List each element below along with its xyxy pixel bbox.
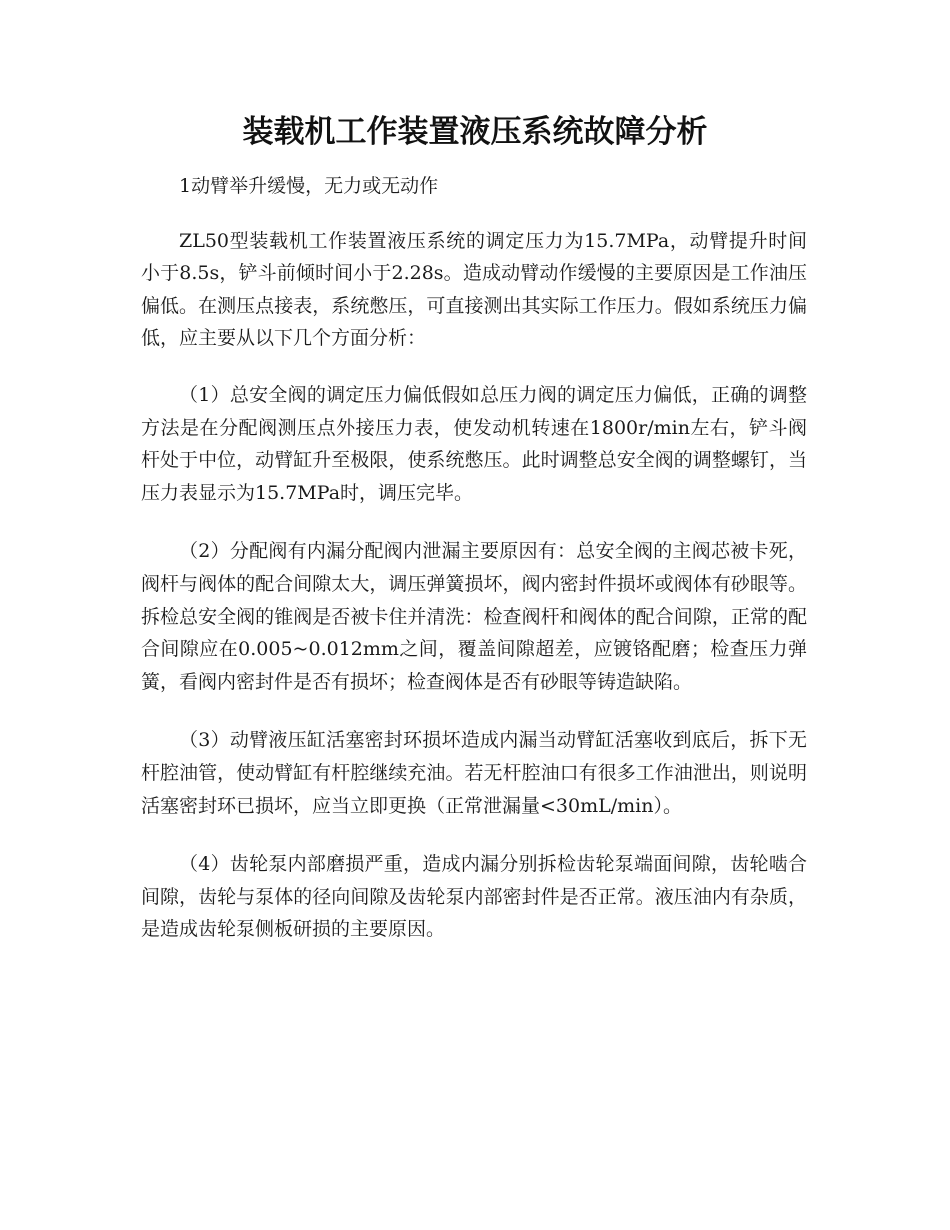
paragraph-item-4: （4）齿轮泵内部磨损严重，造成内漏分别拆检齿轮泵端面间隙，齿轮啮合间隙，齿轮与泵体的径向间隙及齿轮泵内部密封件是否正常。液压油内有杂质，是造成齿轮泵侧板研损的主要原因。	[141, 853, 807, 941]
paragraph-item-3: （3）动臂液压缸活塞密封环损坏造成内漏当动臂缸活塞收到底后，拆下无杆腔油管，使动臂缸有杆腔继续充油。若无杆腔油口有很多工作油泄出，则说明活塞密封环已损坏，应当立即更换（正常泄漏量<30mL/min）。	[141, 729, 807, 817]
paragraph-item-1: （1）总安全阀的调定压力偏低假如总压力阀的调定压力偏低，正确的调整方法是在分配阀测压点外接压力表，使发动机转速在1800r/min左右，铲斗阀杆处于中位，动臂缸升至极限，使系统憋压。此时调整总安全阀的调整螺钉，当压力表显示为15.7MPa时，调压完毕。	[141, 383, 807, 504]
paragraph-item-2: （2）分配阀有内漏分配阀内泄漏主要原因有：总安全阀的主阀芯被卡死，阀杆与阀体的配合间隙太大，调压弹簧损坏，阀内密封件损坏或阀体有砂眼等。拆检总安全阀的锥阀是否被卡住并清洗：检查阀杆和阀体的配合间隙，正常的配合间隙应在0.005~0.012mm之间，覆盖间隙超差，应镀铬配磨；检查压力弹簧，看阀内密封件是否有损坏；检查阀体是否有砂眼等铸造缺陷。	[141, 540, 807, 693]
document-body	[141, 170, 807, 972]
section-heading: 1动臂举升缓慢，无力或无动作	[179, 175, 439, 197]
paragraph-intro: ZL50型装载机工作装置液压系统的调定压力为15.7MPa，动臂提升时间小于8.5s，铲斗前倾时间小于2.28s。造成动臂动作缓慢的主要原因是工作油压偏低。在测压点接表，系统憋压，可直接测出其实际工作压力。假如系统压力偏低，应主要从以下几个方面分析：	[141, 229, 807, 350]
document-title: 装载机工作装置液压系统故障分析	[242, 114, 708, 150]
